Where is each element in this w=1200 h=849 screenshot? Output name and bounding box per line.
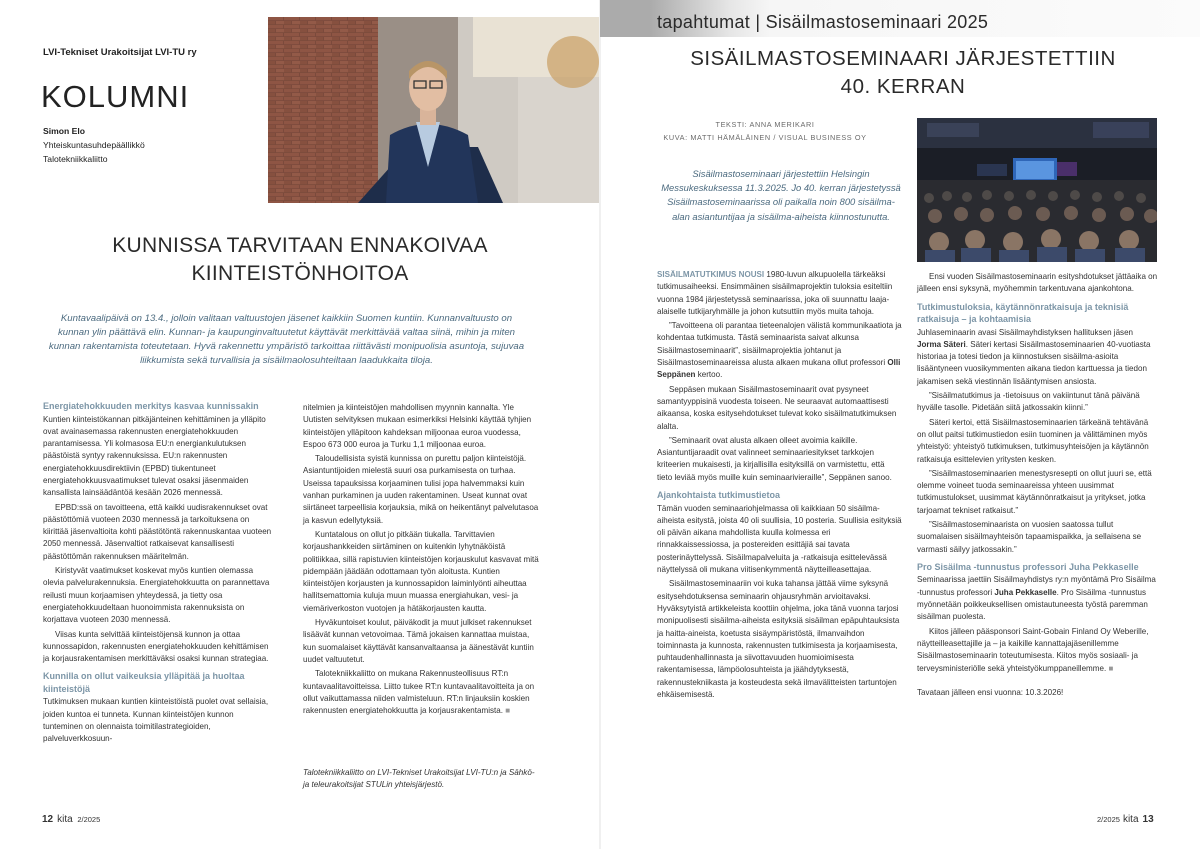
page-folio-left (42, 814, 100, 825)
paragraph: Säteri kertoi, että Sisäilmastoseminaarien tärkeänä tehtävänä on ollut paitsi tutkimustiedon esiin tuominen ja välittäminen myös yhteistyö: yhteistyö tutkimuksen, tutkimusyhteisöjen ja käytännön ratkaisuja esittelevien yritysten kesken. (917, 417, 1149, 464)
paragraph: Kuntatalous on ollut jo pitkään tiukalla. Tarvittavien korjaushankkeiden siirtäminen on kuitenkin lyhytnäköistä politiikkaa, sillä rapistuvien kiinteistöjen korjauskulut kasvavat mitä pidempään jäädään odottamaan työn aloitusta. Kuntien kiinteistöjen korjausten ja kunnossapidon laiminlyönti aiheuttaa hallitsemattomia kuluja muun muassa energiahukan, vesi- ja viemäriverkoston vuotojen ja hätäkorjausten kautta. (303, 529, 539, 613)
paragraph: ”Seminaarit ovat alusta alkaen olleet avoimia kaikille. Asiantuntijaraadit ovat valinneet seminaariesitykset tarkkojen kriteerien mukaisesti, ja kirjallisilla esityksillä on varmistettu, että tieto leviää myös muille kuin seminaarivieraille”, Seppänen sanoo. (657, 435, 892, 482)
paragraph: Tutkimuksen mukaan kuntien kiinteistöistä puolet ovat sellaisia, joiden kuntoa ei tunneta. Kunnan kiinteistöjen kunnon tunteminen on olennaista toimitilastrategioiden, palveluverkkosuun- (43, 697, 269, 744)
body-column-2 (303, 402, 543, 719)
paragraph-text: . Säteri kertasi Sisäilmastoseminaarien 40-vuotiasta historiaa ja totesi tiedon ja kiinnostuksen sisäilma-asioita lisääntyneen vuosikymmenten aikana tiedon karttuessa ja tiedon jakamisen sekä viestinnän lisääntymisen ansiosta. (917, 339, 1151, 386)
spread-gutter (599, 0, 601, 849)
paragraph (917, 327, 1158, 388)
subheading: Energiatehokkuuden merkitys kasvaa kunnissakin (43, 401, 259, 411)
person-name: Juha Pekkaselle (994, 587, 1057, 597)
headline-line-2: 40. KERRAN (840, 75, 966, 98)
author-info (43, 124, 145, 166)
article-headline (30, 232, 570, 288)
body-column-4 (917, 271, 1158, 701)
paragraph: Tämän vuoden seminaariohjelmassa oli kaikkiaan 50 sisäilma-aiheista esitystä, joista 40 oli suullisia, 10 posteria. Suullisia esityksiä oli päivän aikana mahdollista kuulla kolmessa eri rinnakkaissessiossa, ja postereiden esittäjiä sai tavata posterinäyttelyssä. Sisäilmapalveluita ja -ratkaisuja esittelevässä näyttelyssä oli mukana viitisenkymmentä näytteilleasettajaa. (657, 503, 902, 575)
paragraph (657, 320, 902, 381)
headline-line-1: KUNNISSA TARVITAAN ENNAKOIVAA (112, 234, 488, 257)
paragraph: Seppäsen mukaan Sisäilmastoseminaarit ovat pysyneet samantyyppisinä vuodesta toiseen. Ne seuraavat automaattisesti aikaansa, koska esitysehdotukset tulevat koko sisäilmatutkimuksen alalta. (657, 384, 897, 431)
paragraph: EPBD:ssä on tavoitteena, että kaikki uudisrakennukset ovat päästöttömiä vuoteen 2030 mennessä ja tarkoituksena on kiirittää jäsenvaltioita kohti päästötöntä rakennuskantaa vuoteen 2050 mennessä. Jäsenvaltiot ratkaisevat kansallisesti päästöttömän rakennuksen määritelmän. (43, 502, 272, 561)
paragraph: Kuntien kiinteistökannan pitkäjänteinen kehittäminen ja ylläpito ovat avainasemassa rakennusten energiatehokkuuden parantamisessa. Yli kolmasosa EU:n energiankulutuksen päästöistä syntyy rakennuksissa. EU:n rakennusten energiatehokkuusdirektiivin (EPBD) tiukentuneet energiatehokkuusvaatimukset tulevat osaksi jäsenmaiden kansallista lainsäädäntöä kesään 2026 mennessä. (43, 414, 266, 498)
issue-number: 2/2025 (1097, 815, 1120, 824)
paragraph (657, 269, 902, 318)
author-name: Simon Elo (43, 126, 86, 136)
end-mark: ■ (1108, 663, 1114, 673)
photo-credit: KUVA: MATTI HÄMÄLÄINEN / VISUAL BUSINESS OY (663, 133, 867, 142)
person-name: Olli Seppänen (657, 358, 901, 380)
paragraph-text: ”Tavoitteena oli parantaa tieteenalojen välistä kommunikaatiota ja kohdentaa tutkimusta. Tästä seminaarista saivat alkunsa Sisäilmastoseminaarit”, sisäilmaprojektia johtanut ja Sisäilmastoseminaareissa alusta alkaen mukana ollut professori (657, 321, 902, 368)
paragraph: Viisas kunta selvittää kiinteistöjensä kunnon ja ottaa kunnossapidon, rakennusten energiatehokkuuden kehittämisen ja korjausrakentamisen merkittäväksi osaksi kunnan strategiaa. (43, 629, 269, 664)
magazine-name: kita (1122, 814, 1139, 825)
author-company: Talotekniikkaliitto (43, 154, 108, 164)
paragraph: Taloudellisista syistä kunnissa on purettu paljon kiinteistöjä. Asiantuntijoiden mielestä suuri osa purkamisesta on turhaa. Useissa tapauksissa korjaaminen tulisi jopa halvemmaksi kuin vanhan purkaminen ja uuden rakentaminen. Useat kunnat ovat siirtäneet tarpeellisia korjauksia, mikä on heikentänyt palvelutasoa ja kasvun edellytyksiä. (303, 454, 539, 525)
page-folio-right (1097, 814, 1154, 825)
subheading: Tutkimustuloksia, käytännönratkaisuja ja teknisiä ratkaisuja – ja kohtaamisia (917, 301, 1129, 325)
subheading: Kunnilla on ollut vaikeuksia ylläpitää ja huoltaa kiinteistöjä (43, 671, 245, 694)
issue-number: 2/2025 (77, 815, 101, 824)
subheading: Ajankohtaista tutkimustietoa (657, 490, 781, 501)
paragraph-text: kertoo. (695, 370, 723, 380)
paragraph: Kiristyvät vaatimukset koskevat myös kuntien olemassa olevia palvelurakennuksia. Energiatehokkuutta on parannettava reilusti muun korjaamisen yhteydessä, ja tietty osa energiatehokkuudeltaan huonoimmista rakennuksista on korjattava vuoteen 2030 mennessä. (43, 566, 270, 625)
run-in-lead: SISÄILMATUTKIMUS NOUSI (657, 270, 765, 279)
paragraph-text: . Pro Sisäilma -tunnustus myönnetään poikkeuksellisen omistautuneesta työstä paremman sisäilman puolesta. (917, 587, 1148, 622)
end-mark: ■ (505, 706, 511, 716)
paragraph: nitelmien ja kiinteistöjen mahdollisen myynnin kannalta. Yle Uutisten selvityksen mukaan esimerkiksi Helsinki käyttää tyhjien kiinteistöjen ylläpitoon kahdeksan miljoonaa euroa vuodessa, Espoo 673 000 euroa ja Turku 1,1 miljoonaa euroa. (303, 403, 532, 449)
headline-line-1: SISÄILMASTOSEMINAARI JÄRJESTETTIIN (690, 47, 1116, 70)
paragraph-text: Talotekniikkaliitto on mukana Rakennusteollisuus RT:n kuntavaalitavoitteissa. Liitto tukee RT:n kuntavaalitavoitteita ja on ollut vaikuttamassa niiden valmisteluun. RT:n linjauksiin koskien rakennusten energiatehokkuutta ja korjausrakentamista. (303, 669, 535, 716)
magazine-name: kita (57, 814, 73, 825)
article-credits (620, 118, 910, 144)
person-name: Jorma Säteri (917, 339, 966, 349)
paragraph: ”Sisäilmastoseminaarien menestysresepti on ollut juuri se, että olemme voineet tuoda seminaareissa yhteen uusimmat tutkimustulokset, uusimmat käytännönratkaisut ja yritykset, jotka tarjoamat tekniset ratkaisut.” (917, 468, 1152, 515)
page-number: 12 (42, 814, 54, 825)
paragraph (917, 626, 1158, 675)
page-number: 13 (1142, 814, 1154, 825)
paragraph-text: Seminaarissa jaettiin Sisäilmayhdistys ry:n myöntämä Pro Sisäilma -tunnustus professori (917, 575, 1156, 597)
paragraph (303, 668, 543, 717)
author-portrait-photo (268, 17, 599, 203)
body-column-3 (657, 269, 902, 703)
paragraph: Sisäilmastoseminaariin voi kuka tahansa jättää viime syksynä esitysehdotuksensa seminaarin ohjausryhmän arvioitavaksi. Hyväksytyistä artikkeleista koottiin ohjelma, joka tänä vuonna tarjosi monipuolisesti sisäilma-aiheista esityksiä sisäilman epäpuhtauksista ja haitta-aineista, koetusta sisäympäristöstä, ilmanvaihdon toiminnasta ja kunnosta, rakennusten tutkimisesta ja korjaamisesta, puhtaudenhallinnasta ja siivottavuuden huomioimisesta rakentamisessa, lämpöolosuhteista ja jäähdytyksestä, rakennustekniikasta ja kosteudesta sekä ilmavälitteisten tartuntojen ehkäisemisestä. (657, 579, 900, 699)
body-column-1 (43, 400, 275, 748)
paragraph-text: 1980-luvun alkupuolella tärkeäksi tutkimusaiheeksi. Ensimmäinen sisäilmaprojektin tuloksia esiteltiin vuonna 1984 järjestetyssä seminaarissa, joka oli suunnattu laaja-alaiselle tutkijaryhmälle ja johon kutsuttiin myös muita tahoja. (657, 270, 893, 316)
seminar-audience-photo (917, 118, 1157, 262)
section-label: tapahtumat | Sisäilmastoseminaari 2025 (657, 12, 989, 32)
paragraph (917, 574, 1158, 623)
article-headline (678, 45, 1128, 101)
closing-line: Tavataan jälleen ensi vuonna: 10.3.2026! (917, 687, 1064, 697)
paragraph-text: Kiitos jälleen pääsponsori Saint-Gobain Finland Oy Weberille, näytteilleasettajille ja – ja kaikille kannattajajäsenillemme Sisäilmastoseminaarin toteutumisesta. Kiitos myös sosiaali- ja terveysministeriölle sekä yhteistyökumppaneillemme. (917, 626, 1149, 673)
article-lead: Sisäilmastoseminaari järjestettiin Helsingin Messukeskuksessa 11.3.2025. Jo 40. kerran järjestetyssä Sisäilmastoseminaarissa oli paikalla noin 800 sisäilma-alan asiantuntijaa ja sisäilma-aiheista kiinnostunutta. (661, 168, 901, 222)
paragraph: Hyväkuntoiset koulut, päiväkodit ja muut julkiset rakennukset lisäävät kunnan vetovoimaa. Tämä jokaisen kannattaa muistaa, kun suomalaiset käyttävät kansanvaltaansa ja äänestävät kuntiin uudet valtuutetut. (303, 618, 534, 664)
article-lead: Kuntavaalipäivä on 13.4., jolloin valitaan valtuustojen jäsenet kaikkiin Suomen kuntiin. Kunnanvaltuusto on kunnan ylin päättävä elin. Kunnan- ja kaupunginvaltuutetut käyttävät merkittävää valtaa siinä, mihin ja miten kunnan rakentamista toteutetaan. Hyvä rakennettu ympäristö tarkoittaa riittävästi monipuolisia asuntoja, sujuvaa liikkumista sekä turvallisia ja sisäilmaolosuhteiltaan laadukkaita tiloja. (48, 313, 525, 366)
section-title: KOLUMNI (41, 79, 190, 114)
headline-line-2: KIINTEISTÖNHOITOA (191, 262, 409, 285)
paragraph: Ensi vuoden Sisäilmastoseminaarin esityshdotukset jättäaika on jälleen ensi syksynä, myöhemmin tarkentuvana ajankohtona. (917, 272, 1158, 294)
subheading: Pro Sisäilma -tunnustus professori Juha Pekkaselle (917, 561, 1139, 572)
paragraph: ”Sisäilmatutkimus ja -tietoisuus on vakiintunut tänä päivänä hyvälle tasolle. Pidetään siitä jatkossakin kiinni.” (917, 391, 1140, 413)
text-credit: TEKSTI: ANNA MERIKARI (715, 120, 815, 129)
column-footnote: Talotekniikkaliitto on LVI-Tekniset Urakoitsijat LVI-TU:n ja Sähkö- ja teleurakoitsijat STULin yhteisjärjestö. (303, 768, 535, 789)
paragraph: ”Sisäilmastoseminaarista on vuosien saatossa tullut suomalaisen sisäilmayhteisön tapaamispaikka, ja sellaisena se varmasti säilyy jatkossakin.” (917, 520, 1142, 554)
author-role: Yhteiskuntasuhdepäällikkö (43, 140, 145, 150)
organization-label: LVI-Tekniset Urakoitsijat LVI-TU ry (43, 47, 197, 58)
paragraph-text: Juhlaseminaarin avasi Sisäilmayhdistyksen hallituksen jäsen (917, 327, 1134, 337)
